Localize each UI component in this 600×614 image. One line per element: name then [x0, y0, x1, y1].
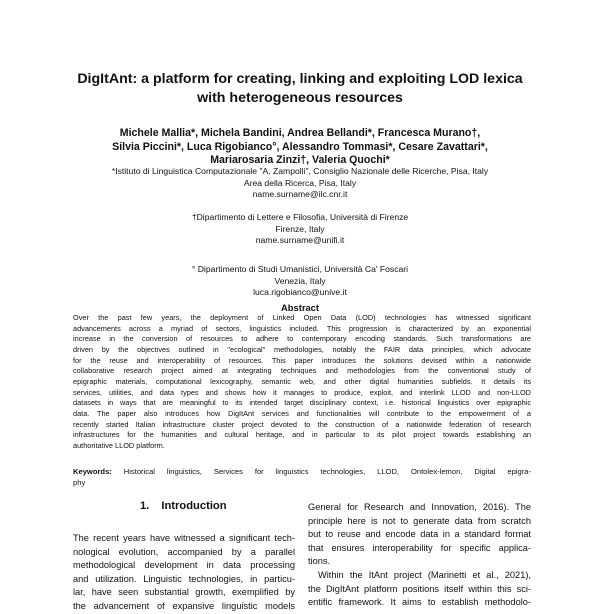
author-line: Mariarosaria Zinzi†, Valeria Quochi*: [210, 154, 390, 166]
affiliation-unive: [40, 264, 560, 299]
affiliation-unifi: [40, 212, 560, 247]
paragraph-line: the advancement of expansive linguistic models: [73, 600, 295, 611]
abstract-line: Over the past few years, the deployment of Linked Open Data (LOD) technologies has witnessed significant: [73, 313, 531, 322]
paragraph-line: nological evolution, accompanied by a parallel: [73, 546, 295, 557]
paragraph-line: entific framework. It aims to establish methodolo-: [308, 597, 531, 608]
abstract-line: driven by the objectives outlined in "ecological" methodologies, notably the FAIR data principles, which advocate: [73, 344, 531, 354]
keywords-label: Keywords:: [73, 467, 112, 476]
title-line: with heterogeneous resources: [197, 90, 403, 106]
keywords-line: phy: [73, 477, 86, 487]
paragraph-line: principle here is not to generate data from scratch: [308, 515, 531, 526]
keywords-line: [73, 467, 531, 478]
paragraph-line: General for Research and Innovation, 2016). The: [308, 502, 531, 512]
paragraph-line: that ensures interoperability for specific applica-: [308, 542, 531, 553]
abstract-line: data. The paper also introduces how DigItAnt services and functionalities will contribute to the empowerment of a: [73, 408, 531, 418]
paragraph-line: tions.: [308, 556, 331, 567]
right-column: [308, 501, 531, 610]
affiliation-line: Firenze, Italy: [275, 223, 325, 234]
affiliation-line: ° Dipartimento di Studi Umanistici, Università Ca' Foscari: [191, 264, 409, 274]
abstract-line: infrastructures for the humanities and cultural heritage, and in particular to its pilot project towards establishing an: [73, 430, 531, 440]
abstract-heading: Abstract: [280, 302, 320, 313]
abstract-line: collaborative research project aimed at integrating techniques and methodologies from the conventional study of: [73, 366, 531, 376]
paragraph-line: The recent years have witnessed a significant tech-: [73, 533, 295, 543]
paragraph-line: and utilization. Linguistic technologies, in particu-: [73, 573, 295, 584]
author-line: Michele Mallia*, Michela Bandini, Andrea Bellandi*, Francesca Murano†,: [119, 127, 481, 139]
keywords-text: Historical linguistics, Services for linguistics technologies, LLOD, Ontolex-lemon, Digital epigra-: [123, 467, 531, 476]
abstract-line: advancements across a myriad of sectors, linguistics included. This progression is characterized by an exponential: [73, 323, 531, 333]
affiliation-line: Area della Ricerca, Pisa, Italy: [243, 177, 357, 188]
affiliation-email: name.surname@ilc.cnr.it: [252, 189, 348, 200]
keywords: [73, 467, 531, 489]
section-number: 1.: [140, 500, 150, 512]
abstract-line: datasets in ways that are meaningful to its intended target disciplinary context, i.e. historical linguistics over epigraphic: [73, 398, 531, 408]
affiliation-line: †Dipartimento di Lettere e Filosofia, Università di Firenze: [191, 212, 409, 222]
paragraph-line: the DigItAnt platform positions itself within this sci-: [308, 583, 531, 594]
abstract-body: [73, 313, 531, 452]
abstract-line: increase in the conversion of resources to adhere to contemporary encoding standards. Such transformations are: [73, 334, 531, 344]
abstract-line: services, utilities, and data types and shows how it manages to produce, exploit, and interlink LLOD and non-LLOD: [73, 387, 531, 397]
paragraph-line: lar, have seen substantial growth, exemplified by: [73, 587, 295, 598]
author-list: [40, 127, 560, 168]
section-heading-introduction: [140, 500, 227, 512]
left-column: [73, 532, 295, 614]
paragraph-line: Within the ItAnt project (Marinetti et al., 2021),: [318, 569, 531, 580]
affiliation-line: *Istituto di Linguistica Computazionale "A. Zampolli", Consiglio Nazionale delle Ricerche, Pisa, Italy: [111, 166, 489, 176]
paragraph-line: methodological development in data processing: [73, 560, 295, 571]
affiliation-email: luca.rigobianco@unive.it: [253, 287, 347, 298]
affiliation-line: Venezia, Italy: [274, 275, 326, 286]
paper-title: [40, 70, 560, 108]
abstract-line: recently started Italian infrastructure cluster project devoted to the construction of a nationwide federation of research: [73, 419, 531, 429]
affiliation-email: name.surname@unifi.it: [255, 235, 345, 246]
paragraph-line: but to reuse and encode data in a standard format: [308, 529, 531, 540]
abstract-line: for the reuse and interoperability of resources. This paper introduces the solutions devised within a nationwide: [73, 355, 531, 365]
affiliation-ilc: [40, 166, 560, 201]
abstract-line: epigraphic materials, computational lexicography, semantic web, and other digital humanities subfields. It details its: [73, 376, 531, 386]
author-line: Silvia Piccini*, Luca Rigobianco°, Alessandro Tommasi*, Cesare Zavattari*,: [112, 140, 488, 153]
section-title: Introduction: [161, 500, 227, 512]
title-line: DigItAnt: a platform for creating, linking and exploiting LOD lexica: [77, 71, 523, 87]
abstract-line: authoritative LLOD platform.: [73, 440, 165, 450]
